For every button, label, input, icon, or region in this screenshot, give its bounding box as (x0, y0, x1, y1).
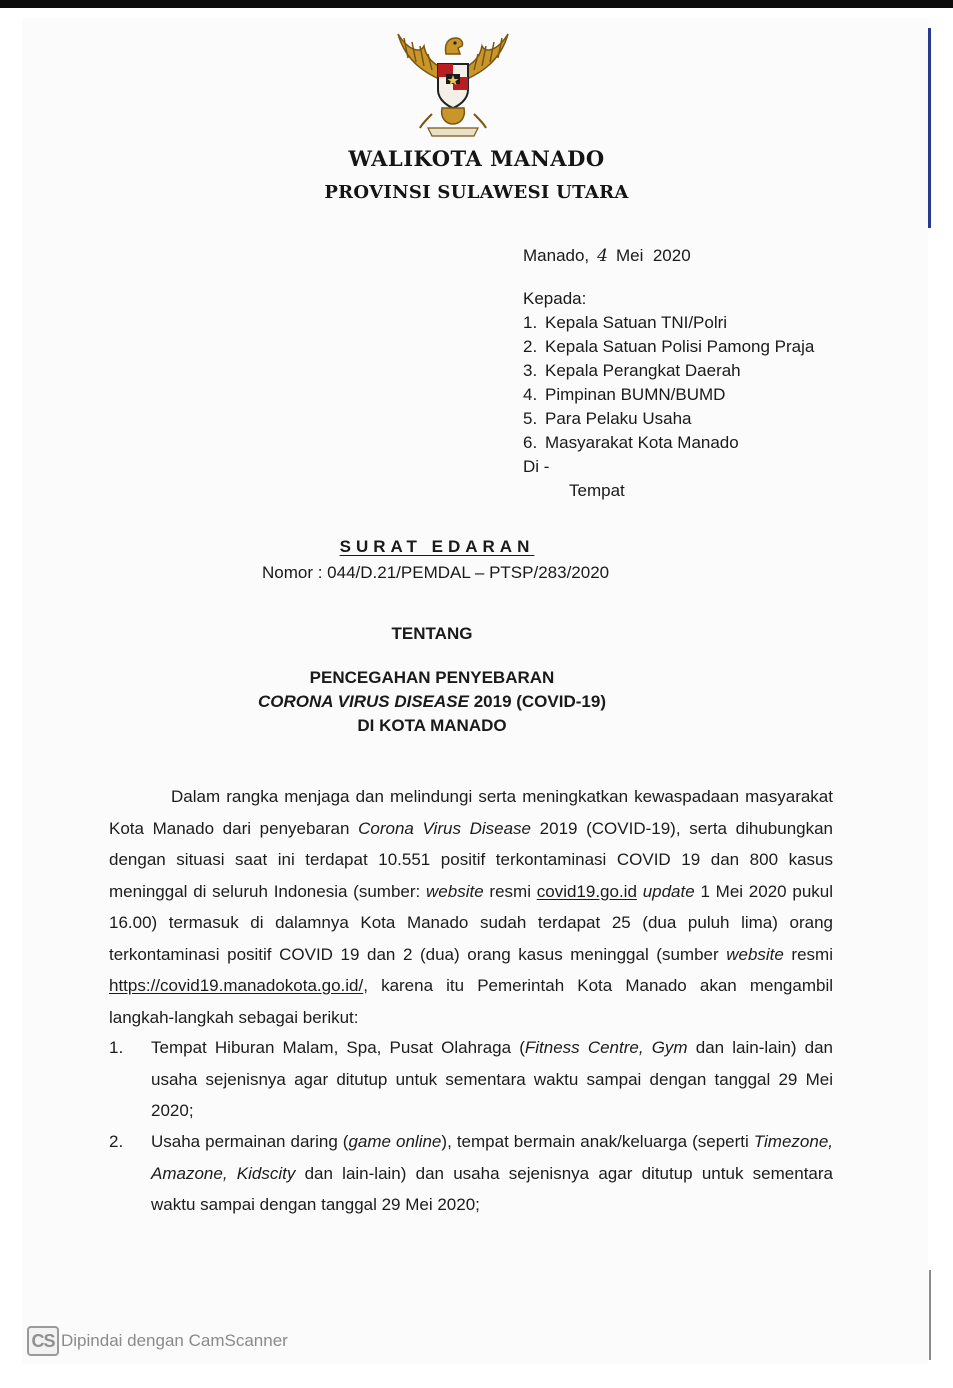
recipient-number: 6. (523, 433, 538, 452)
camscanner-text: Dipindai dengan CamScanner (61, 1331, 288, 1350)
manadokota-link[interactable]: https://covid19.manadokota.go.id/ (109, 976, 364, 995)
subject-italic: CORONA VIRUS DISEASE (258, 692, 469, 711)
subject-rest: 2019 (COVID-19) (468, 692, 606, 711)
recipient-text: Kepala Satuan TNI/Polri (545, 313, 728, 332)
measure-italic-run: game online (348, 1132, 442, 1151)
measure-run: Tempat Hiburan Malam, Spa, Pusat Olahraga ( (151, 1038, 525, 1057)
recipients-block (523, 287, 814, 503)
top-scan-border (0, 0, 953, 8)
body-italic-run: update (642, 881, 695, 901)
recipients-list (523, 311, 814, 455)
recipient-text: Masyarakat Kota Manado (545, 433, 739, 452)
date-month-year: Mei 2020 (616, 246, 691, 265)
circular-heading: SURAT EDARAN (339, 537, 535, 556)
body-paragraph (109, 781, 833, 1033)
recipient-text: Kepala Satuan Polisi Pamong Praja (545, 337, 815, 356)
recipient-item (523, 431, 814, 455)
recipient-number: 2. (523, 337, 538, 356)
measure-item (109, 1126, 833, 1221)
letter-date (523, 246, 691, 266)
letterhead-subtitle: PROVINSI SULAWESI UTARA (324, 182, 629, 203)
measure-number: 2. (109, 1132, 124, 1151)
recipients-di: Di - (523, 457, 550, 476)
body-text-run: resmi (483, 881, 537, 901)
recipient-item (523, 407, 814, 431)
body-italic-run: website (726, 944, 784, 964)
recipient-item (523, 359, 814, 383)
subject-line-2 (0, 690, 864, 714)
recipients-tempat: Tempat (569, 481, 625, 500)
measure-italic-run: Timezone, Amazone, Kidscity (151, 1132, 834, 1183)
camscanner-logo-icon: CS (27, 1326, 59, 1356)
covid19-link[interactable]: covid19.go.id (536, 881, 637, 901)
subject-line-1: PENCEGAHAN PENYEBARAN (309, 668, 555, 687)
about-heading: TENTANG (391, 624, 473, 643)
measure-number: 1. (109, 1038, 124, 1057)
recipient-number: 5. (523, 409, 538, 428)
body-italic-run: Corona Virus Disease (358, 818, 532, 838)
measure-run: ), tempat bermain anak/keluarga (seperti (441, 1132, 754, 1151)
body-text-run: 1 Mei 2020 pukul 16.00) termasuk di dalamnya Kota Manado sudah terdapat 25 (dua puluh lima) orang terkontaminasi positif COVID 19 dan 2 (dua) orang kasus meninggal (sumber (109, 881, 834, 964)
recipients-label: Kepada: (523, 289, 587, 308)
body-text-run: resmi (783, 944, 833, 964)
measure-item (109, 1032, 833, 1127)
letterhead-title: WALIKOTA MANADO (348, 146, 605, 171)
body-text-run: , karena itu Pemerintah Kota Manado akan mengambil langkah-langkah sebagai berikut: (109, 976, 833, 1027)
recipient-text: Kepala Perangkat Daerah (545, 361, 741, 380)
measure-run: dan lain-lain) dan usaha sejenisnya agar ditutup untuk sementara waktu sampai dengan tanggal 29 Mei 2020; (151, 1163, 833, 1214)
body-text-run: Dalam rangka menjaga dan melindungi serta meningkatkan kewaspadaan masyarakat Kota Manado dari penyebaran (109, 787, 833, 838)
measure-text (151, 1032, 833, 1127)
recipient-text: Pimpinan BUMN/BUMD (545, 385, 726, 404)
circular-number: Nomor : 044/D.21/PEMDAL – PTSP/283/2020 (262, 563, 610, 582)
recipient-number: 4. (523, 385, 538, 404)
recipient-number: 1. (523, 313, 538, 332)
recipient-number: 3. (523, 361, 538, 380)
date-day: 4 (597, 246, 608, 266)
subject-block (0, 666, 864, 738)
body-text-run: 2019 (COVID-19), serta dihubungkan dengan situasi saat ini terdapat 10.551 positif terkontaminasi COVID 19 dan 800 kasus meninggal di seluruh Indonesia (sumber: (109, 818, 834, 901)
recipient-text: Para Pelaku Usaha (545, 409, 692, 428)
garuda-emblem-icon (386, 24, 520, 138)
measure-text (151, 1126, 833, 1221)
measure-run: Usaha permainan daring ( (151, 1132, 349, 1151)
subject-line-3: DI KOTA MANADO (357, 716, 507, 735)
measure-run: dan lain-lain) dan usaha sejenisnya agar ditutup untuk sementara waktu sampai dengan tanggal 29 Mei 2020; (151, 1038, 834, 1120)
measure-italic-run: Fitness Centre, Gym (524, 1038, 688, 1057)
recipient-item (523, 311, 814, 335)
recipient-item (523, 335, 814, 359)
page-edge-mark-bottom (929, 1270, 931, 1360)
date-place: Manado, (523, 246, 590, 265)
camscanner-watermark (27, 1322, 288, 1360)
recipient-item (523, 383, 814, 407)
body-italic-run: website (426, 881, 484, 901)
